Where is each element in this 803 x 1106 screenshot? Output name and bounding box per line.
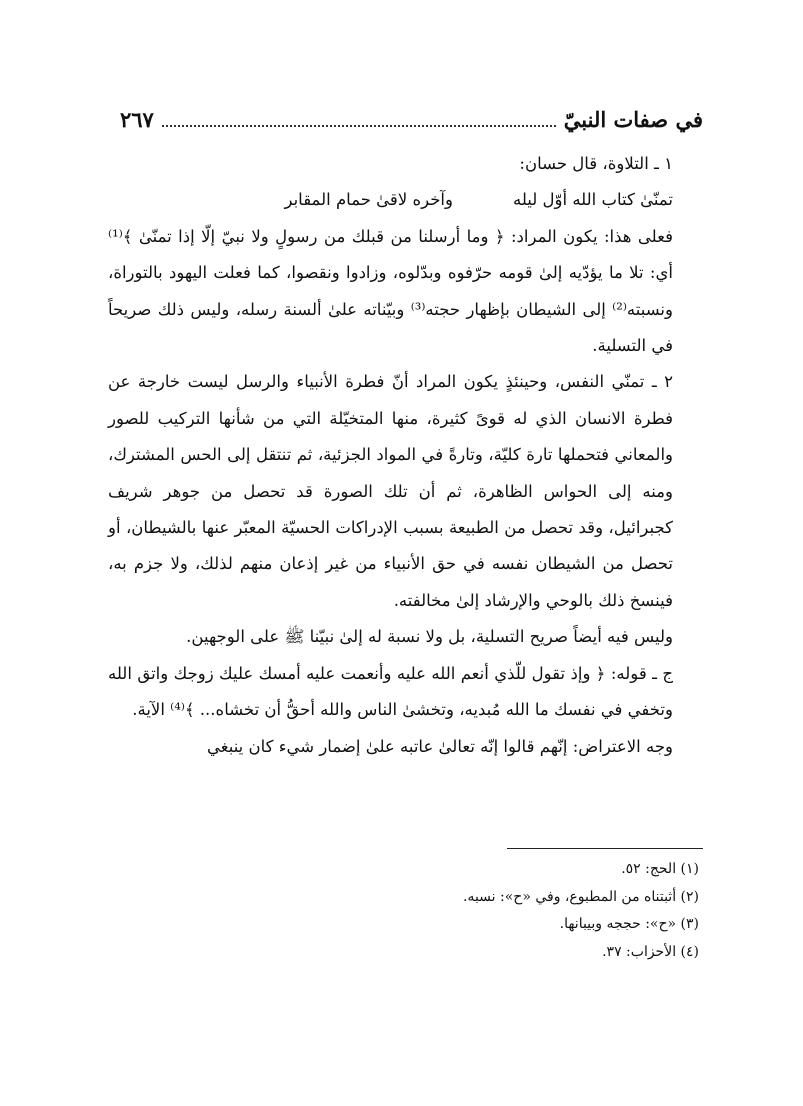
paragraph: ١ ـ التلاوة، قال حسان: xyxy=(519,154,673,173)
footnote: (١) الحج: ٥٢. xyxy=(621,861,699,877)
verse-first-hemistich: تمنّىٰ كتاب الله أوّل ليله xyxy=(512,190,673,210)
paragraph: ج ـ قوله: ﴿ وإذ تقول للّذي أنعم الله عليه وأنعمت عليه أمسك عليك زوجك واتق الله وتخفي في نفسك ما الله مُبديه، وتخشىٰ الناس والله أحقُّ أن تخشاه... ﴾⁽⁴⁾ الآية. xyxy=(108,663,673,720)
footnote: (٣) «ح»: حججه وبيبانها. xyxy=(559,916,699,933)
paragraph: فعلى هذا: يكون المراد: ﴿ وما أرسلنا من قبلك من رسولٍ ولا نبيّ إلّا إذا تمنّىٰ ﴾⁽¹⁾ أي: تلا ما يؤدّيه إلىٰ قومه حرّفوه وبدّلوه، وزادوا ونقصوا، كما فعلت اليهود بالتوراة، ونسبته⁽²⁾ إلى الشيطان بإظهار حجته⁽³⁾ وبيّناته علىٰ ألسنة رسله، وليس ذلك صريحاً في التسلية. xyxy=(108,226,673,356)
main-text xyxy=(108,146,703,765)
chapter-title: في صفات النبيّ xyxy=(563,107,703,132)
running-header xyxy=(120,100,703,134)
footnotes xyxy=(108,856,703,966)
paragraph: وجه الاعتراض: إنّهم قالوا إنّه تعالىٰ عاتبه علىٰ إضمار شيء كان ينبغي xyxy=(207,736,673,756)
footnote: (٤) الأحزاب: ٣٧. xyxy=(602,943,699,960)
poetry-verse xyxy=(108,182,703,218)
paragraph: وليس فيه أيضاً صريح التسلية، بل ولا نسبة له إلىٰ نبيّنا ﷺ على الوجهين. xyxy=(186,627,673,647)
page-number: ٢٦٧ xyxy=(120,107,154,132)
footnote: (٢) أثبتناه من المطبوع، وفي «ح»: نسبه. xyxy=(462,888,699,905)
leader-dots xyxy=(162,125,556,127)
verse-second-hemistich: وآخره لاقىٰ حمام المقابر xyxy=(284,190,453,210)
footnote-separator xyxy=(507,848,703,849)
paragraph: ٢ ـ تمنّي النفس، وحينئذٍ يكون المراد أنّ فطرة الأنبياء والرسل ليست خارجة عن فطرة الانسان الذي له قوىً كثيرة، منها المتخيّلة التي من شأنها التركيب للصور والمعاني فتحملها تارة كليّة، وتارةً في المواد الجزئية، ثم تنتقل إلى الحس المشترك، ومنه إلى الحواس الظاهرة، ثم أن تلك الصورة قد تحصل من جوهر شريف كجبرائيل، وقد تحصل من الطبيعة بسبب الإدراكات الحسيّة المعبّر عنها بالشيطان، أو تحصل من الشيطان نفسه في حق الأنبياء من غير إذعان منهم لذلك، ولا جزم به، فينسخ ذلك بالوحي والإرشاد إلىٰ مخالفته. xyxy=(108,372,673,610)
